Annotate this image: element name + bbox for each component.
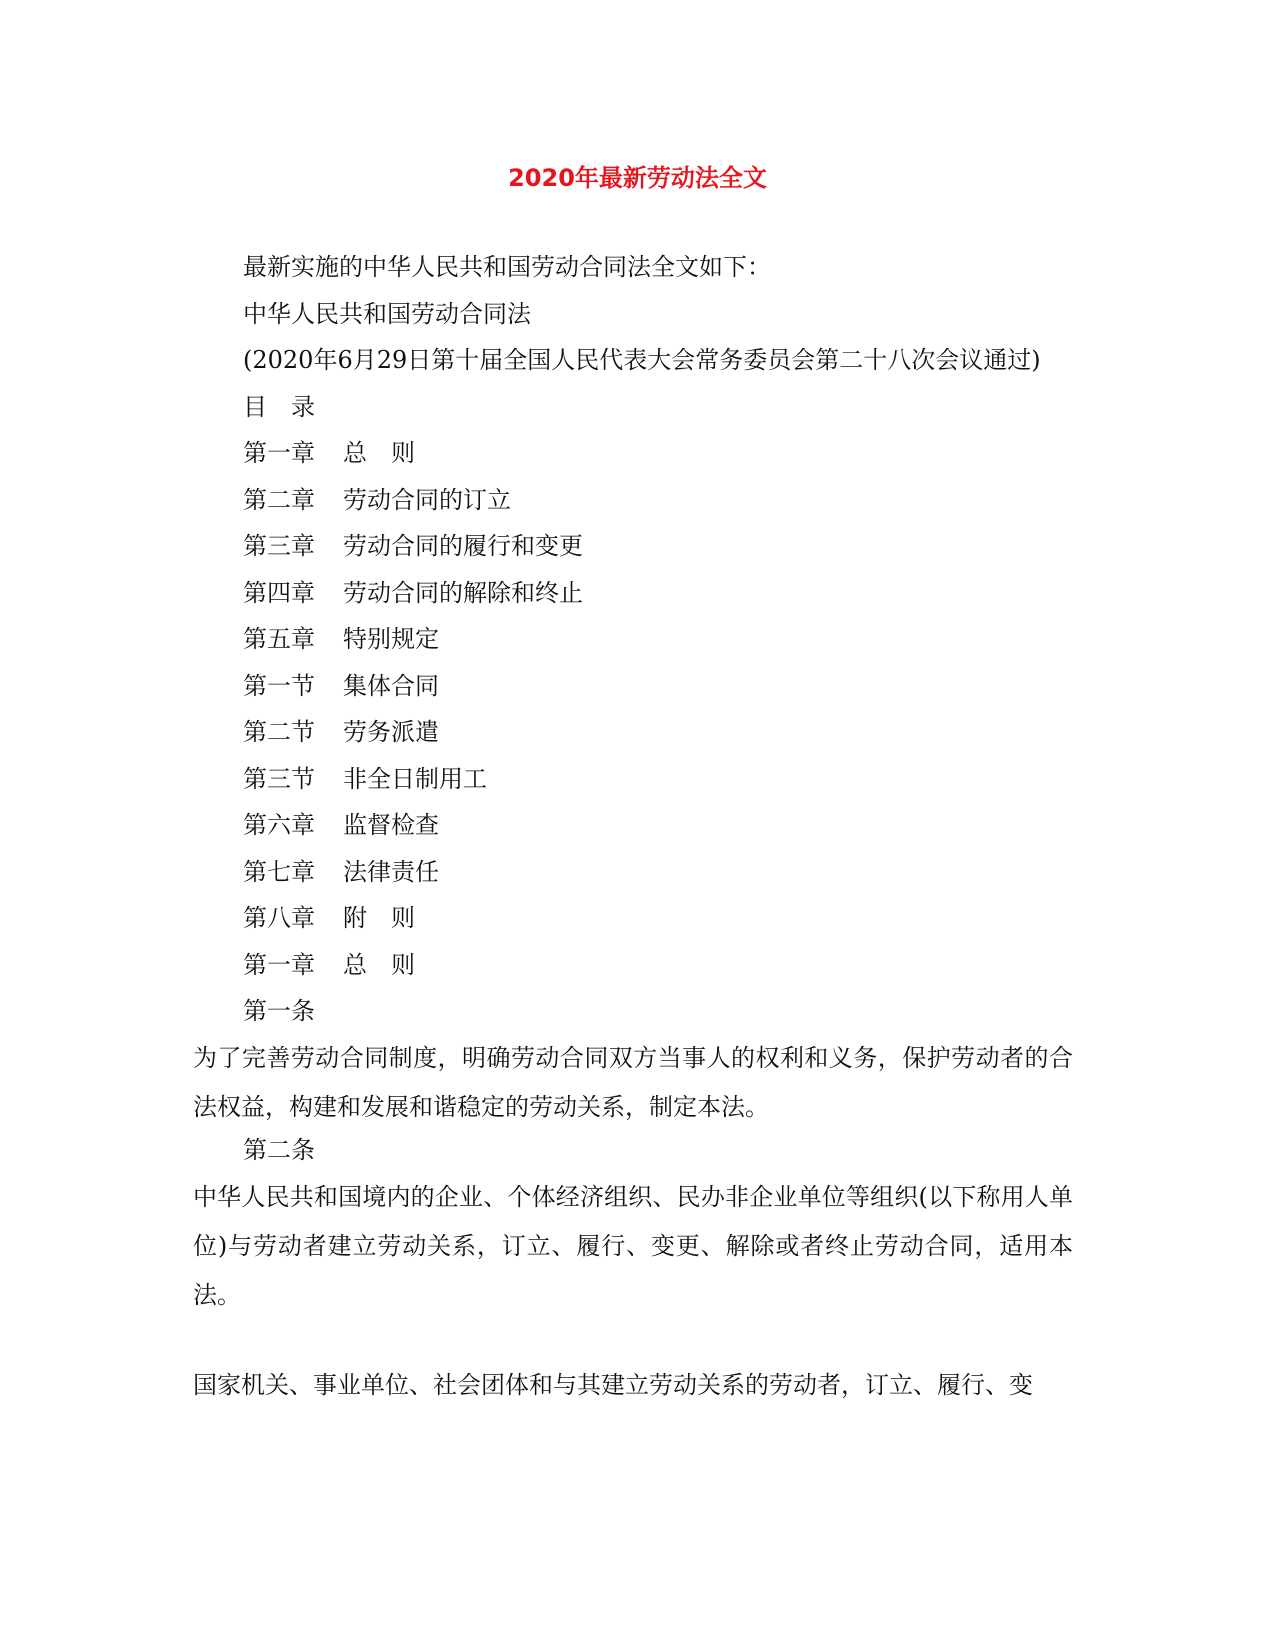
article-heading: 第二条: [243, 1136, 315, 1164]
toc-item-name: 非全日制用工: [343, 765, 487, 793]
toc-item: [243, 810, 439, 840]
toc-item-number: 第八章: [243, 904, 315, 932]
law-name: 中华人民共和国劳动合同法: [243, 300, 531, 328]
intro-line: 最新实施的中华人民共和国劳动合同法全文如下：: [243, 253, 771, 281]
toc-item-number: 第一章: [243, 439, 315, 467]
toc-item: [243, 485, 511, 515]
toc-item: [243, 903, 415, 933]
toc-item-name: 集体合同: [343, 672, 439, 700]
article-heading: 第一条: [243, 997, 315, 1025]
toc-item-name: 法律责任: [343, 858, 439, 886]
toc-item: [243, 531, 583, 561]
chapter-number: 第一章: [243, 951, 315, 979]
toc-item-name: 总 则: [343, 439, 415, 467]
toc-item: [243, 717, 439, 747]
article-text: 为了完善劳动合同制度，明确劳动合同双方当事人的权利和义务，保护劳动者的合法权益，构建和发展和谐稳定的劳动关系，制定本法。: [193, 1044, 1073, 1121]
toc-item: [243, 624, 439, 654]
toc-item: [243, 857, 439, 887]
toc-item-number: 第七章: [243, 858, 315, 886]
toc-item-name: 劳动合同的订立: [343, 486, 511, 514]
article-text: 国家机关、事业单位、社会团体和与其建立劳动关系的劳动者，订立、履行、变: [193, 1371, 1033, 1399]
toc-item-number: 第六章: [243, 811, 315, 839]
toc-item: [243, 438, 415, 468]
chapter-heading: [243, 950, 415, 980]
article-text: 中华人民共和国境内的企业、个体经济组织、民办非企业单位等组织(以下称用人单位)与劳动者建立劳动关系，订立、履行、变更、解除或者终止劳动合同，适用本法。: [193, 1183, 1073, 1309]
toc-item-number: 第五章: [243, 625, 315, 653]
toc-item-name: 监督检查: [343, 811, 439, 839]
toc-item-number: 第二节: [243, 718, 315, 746]
toc-item: [243, 764, 487, 794]
toc-item-name: 附 则: [343, 904, 415, 932]
toc-item: [243, 671, 439, 701]
document-title: 2020年最新劳动法全文: [508, 164, 767, 192]
toc-item-name: 劳动合同的履行和变更: [343, 532, 583, 560]
toc-item-number: 第二章: [243, 486, 315, 514]
toc-item-number: 第一节: [243, 672, 315, 700]
toc-item-number: 第三节: [243, 765, 315, 793]
adoption-note: (2020年6月29日第十届全国人民代表大会常务委员会第二十八次会议通过): [243, 346, 1041, 374]
toc-heading: 目 录: [243, 393, 315, 421]
toc-item-name: 劳务派遣: [343, 718, 439, 746]
toc-item-name: 劳动合同的解除和终止: [343, 579, 583, 607]
toc-item-number: 第四章: [243, 579, 315, 607]
chapter-name: 总 则: [343, 951, 415, 979]
toc-item-name: 特别规定: [343, 625, 439, 653]
toc-item: [243, 578, 583, 608]
toc-item-number: 第三章: [243, 532, 315, 560]
